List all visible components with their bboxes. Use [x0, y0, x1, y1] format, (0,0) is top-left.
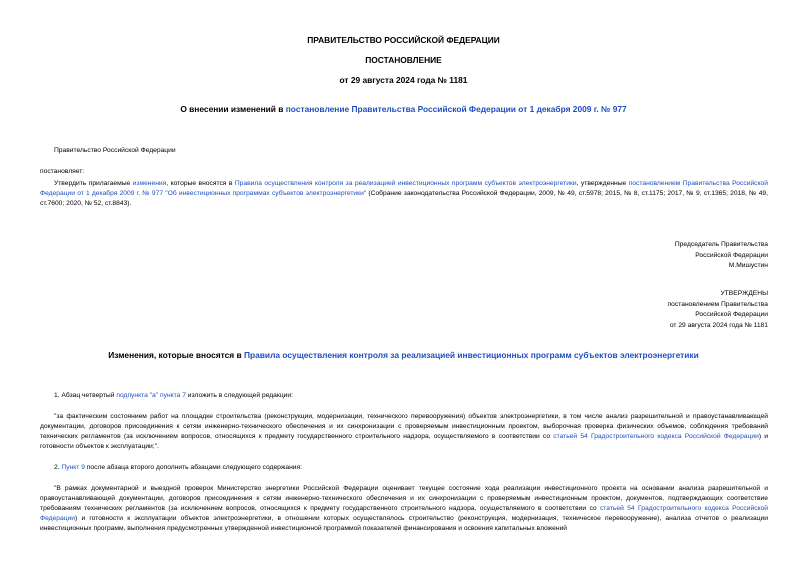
government-name: Правительство Российской Федерации [54, 147, 176, 154]
resolution-977-link[interactable]: постановление Правительства Российской Федерации от 1 декабря 2009 г. № 977 [285, 104, 627, 114]
changes-title-prefix: Изменения, которые вносятся в [108, 350, 244, 360]
resolution-977-full-link[interactable]: постановлением Правительства Российской Федерации от 1 декабря 2009 г. № 977 "Об инвестиционных программах субъектов электроэнергетики" [40, 180, 768, 197]
date-number-heading: от 29 августа 2024 года № 1181 [339, 75, 468, 85]
article-54-link-2[interactable]: статьей 54 Градостроительного кодекса Российской Федерации [40, 505, 768, 522]
changes-rules-link[interactable]: Правила осуществления контроля за реализацией инвестиционных программ субъектов электроэнергетики [243, 350, 699, 360]
quote2-text-2: ) и готовности к эксплуатации объектов электроэнергетики, в отношении которых осуществлялось строительство (реконструкция, модернизация, техническое перевооружение), анализа отчетов о реализации инвестиционных программ, выполнения предусмотренных утвержденной инвестиционной программой показателей финансирования и освоения капитальных вложений [40, 515, 768, 532]
quote1-text-2: ) и готовности объектов к эксплуатации;". [40, 433, 768, 450]
changes-link[interactable]: изменения [132, 180, 167, 187]
approved-line-1: УТВЕРЖДЕНЫ [720, 290, 768, 297]
approved-line-4: от 29 августа 2024 года № 1181 [669, 321, 768, 329]
decides-text: постановляет: [40, 168, 85, 175]
para1-text-1: Утвердить прилагаемые [54, 180, 133, 187]
approved-line-3: Российской Федерации [695, 311, 768, 318]
para1-text-4: (Собрание законодательства Российской Федерации, 2009, № 49, ст.5978; 2015, № 8, ст.1175; 2017, № 9, ст.1365; 2018, № 49, ст.7600; 2020, № 52, ст.8843). [40, 190, 768, 207]
item2-text-2: после абзаца второго дополнить абзацами следующего содержания: [84, 464, 302, 471]
para1-text-3: , утвержденные [576, 180, 629, 187]
document-title-prefix: О внесении изменений в [180, 104, 286, 114]
item2-text-1: 2. [54, 464, 62, 471]
document-type-heading: ПОСТАНОВЛЕНИЕ [365, 55, 442, 65]
item-1 [54, 391, 293, 401]
item1-text-2: изложить в следующей редакции: [185, 392, 293, 399]
quote-2 [40, 484, 768, 534]
point-9-link[interactable]: Пункт 9 [61, 464, 85, 471]
quote1-text-1: "за фактическим состоянием работ на площадке строительства (реконструкции, модернизации, технического перевооружения) объектов электроэнергетики, в том числе анализ разрешительной и правоустанавливающей документации, договоров присоединения к сетям инженерно-технического обеспечения и их синхронизации с проверяемым инвестиционным проектом, выборочная проверка физических объемов, соблюдения требований технических регламентов (за исключением вопросов, относящихся к предмету государственного строительного надзора, осуществляемого в соответствии со [40, 413, 768, 440]
signature-block [560, 240, 768, 272]
article-54-link[interactable]: статьей 54 Градостроительного кодекса Российской Федерации [553, 433, 759, 440]
item-2 [54, 463, 302, 473]
signature-line-3: М.Мишустин [728, 262, 768, 269]
paragraph-approve [40, 179, 768, 209]
control-rules-link[interactable]: Правила осуществления контроля за реализацией инвестиционных программ субъектов электроэнергетики [234, 180, 577, 187]
subpoint-a-point-7-link[interactable]: подпункта "а" пункта 7 [116, 392, 186, 399]
quote-1 [40, 412, 768, 452]
signature-line-2: Российской Федерации [695, 251, 768, 259]
approved-block [560, 289, 768, 331]
government-heading: ПРАВИТЕЛЬСТВО РОССИЙСКОЙ ФЕДЕРАЦИИ [307, 35, 500, 45]
item1-text-1: 1. Абзац четвертый [54, 392, 117, 399]
signature-line-1: Председатель Правительства [674, 241, 768, 248]
para1-text-2: , которые вносятся в [166, 180, 235, 187]
quote2-text-1: "В рамках документарной и выездной проверок Министерство энергетики Российской Федерации оценивает текущее состояние хода реализации инвестиционного проекта на основании анализа разрешительной и правоустанавливающей документации, договоров присоединения к сетям инженерно-технического обеспечения и их синхронизации с проверяемым инвестиционным проектом, документов, подтверждающих соответствие требованиям технических регламентов (за исключением вопросов, относящихся к предмету государственного строительного надзора, осуществляемого в соответствии со [40, 485, 768, 512]
changes-title [0, 350, 807, 361]
document-title [0, 104, 807, 115]
approved-line-2: постановлением Правительства [667, 300, 768, 308]
